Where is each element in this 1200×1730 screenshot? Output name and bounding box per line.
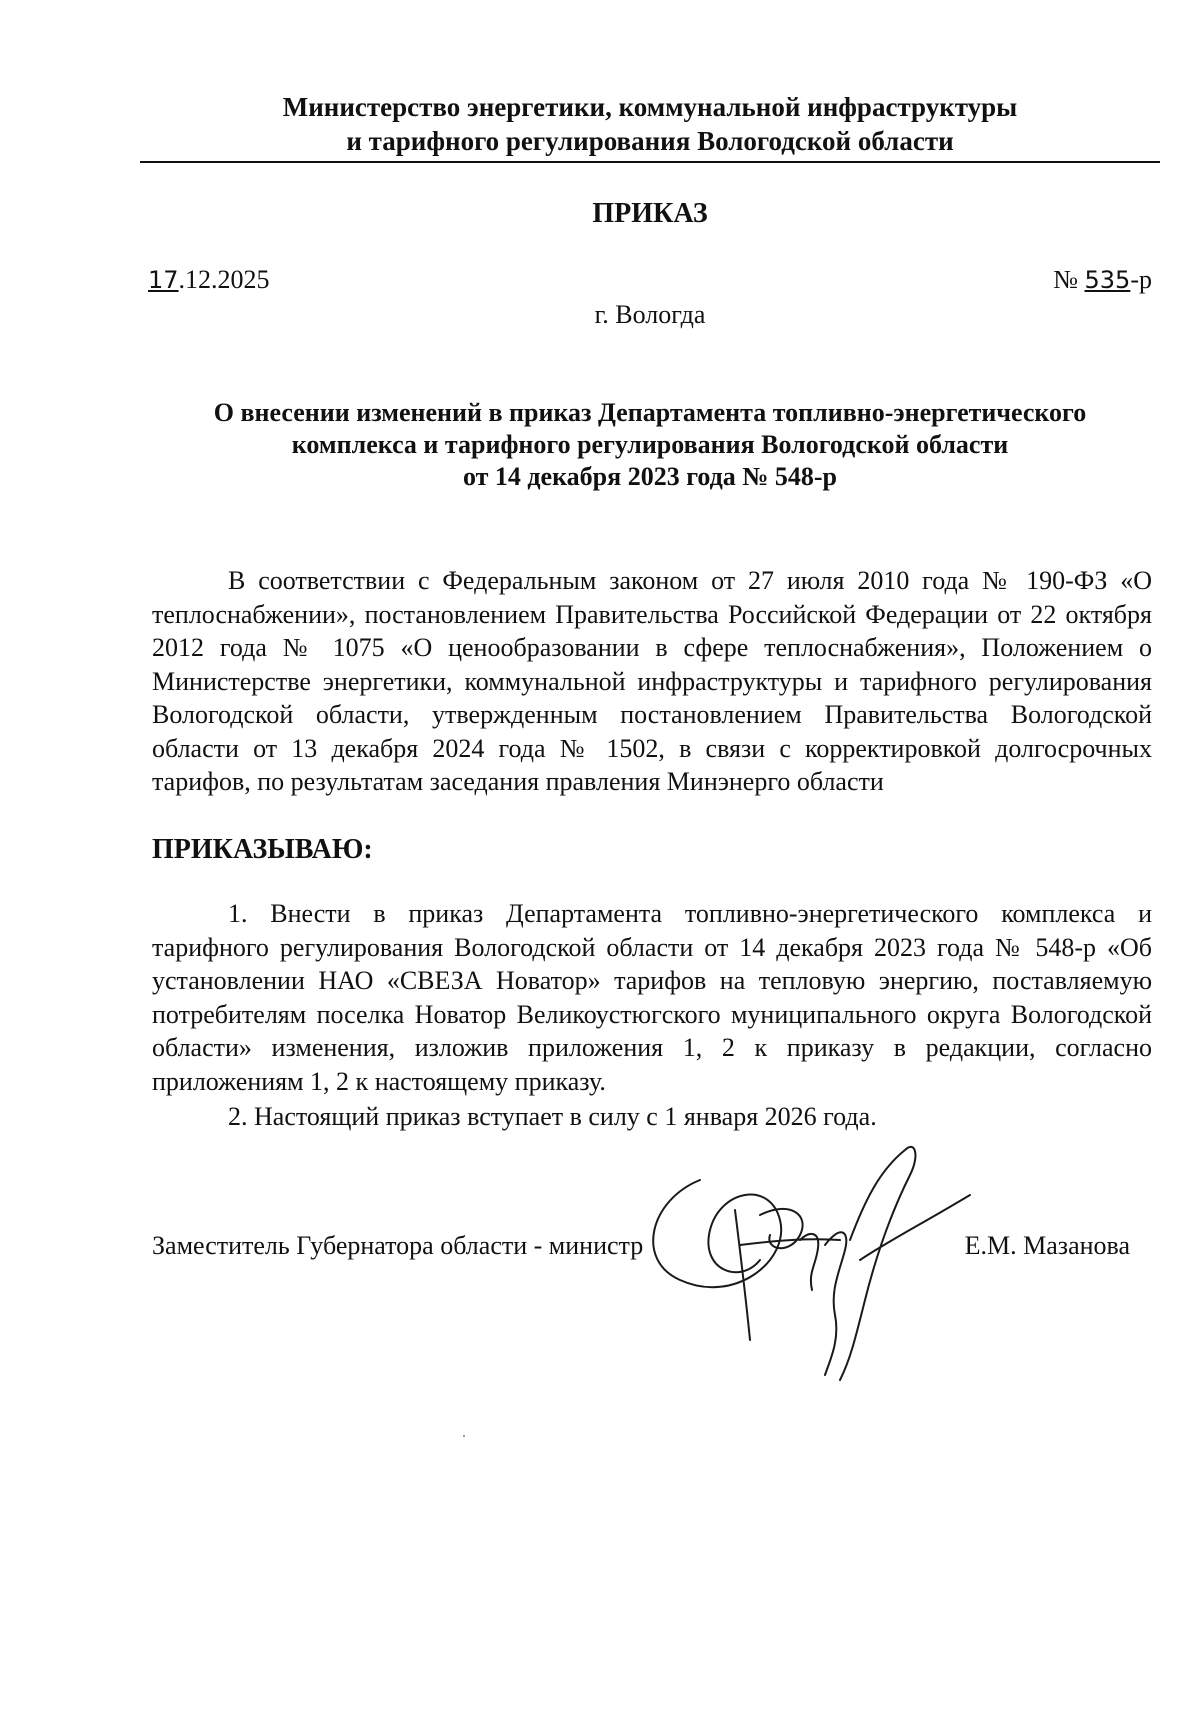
document-title: ПРИКАЗ: [592, 198, 708, 229]
signatory-name: Е.М. Мазанова: [964, 1231, 1130, 1260]
order-date: [148, 265, 270, 295]
date-month-year: .12.2025: [178, 265, 270, 294]
preamble-paragraph: В соответствии с Федеральным законом от 27 июля 2010 года № 190-ФЗ «О теплоснабжении», постановлением Правительства Российской Федерации от 22 октября 2012 года № 1075 «О ценообразовании в сфере теплоснабжения», Положением о Министерстве энергетики, коммунальной инфраструктуры и тарифного регулирования Вологодской области, утвержденным постановлением Правительства Вологодской области от 13 декабря 2024 года № 1502, в связи с корректировкой долгосрочных тарифов, по результатам заседания правления Минэнерго области: [152, 566, 1152, 796]
signatory-position: Заместитель Губернатора области - министр: [152, 1231, 644, 1260]
handwritten-day: 17: [148, 266, 179, 294]
number-suffix: -р: [1130, 265, 1152, 294]
scan-speck: [463, 1435, 465, 1437]
order-subject: [140, 397, 1160, 493]
order-directive-heading: ПРИКАЗЫВАЮ:: [152, 834, 373, 865]
handwritten-number: 535: [1084, 266, 1131, 294]
ministry-header: [140, 90, 1160, 158]
ministry-name-line-1: Министерство энергетики, коммунальной инфраструктуры: [282, 92, 1018, 122]
ministry-name-line-2: и тарифного регулирования Вологодской области: [346, 126, 954, 156]
handwritten-signature: [640, 1140, 990, 1390]
city-name: г. Вологда: [594, 300, 706, 329]
order-item-2: 2. Настоящий приказ вступает в силу с 1 января 2026 года.: [228, 1102, 877, 1131]
order-number: [1053, 265, 1152, 295]
subject-line-3: от 14 декабря 2023 года № 548-р: [462, 462, 838, 491]
subject-line-2: комплекса и тарифного регулирования Вологодской области: [291, 430, 1009, 459]
order-item-1: 1. Внести в приказ Департамента топливно-энергетического комплекса и тарифного регулирования Вологодской области от 14 декабря 2023 года № 548-р «Об установлении НАО «СВЕЗА Новатор» тарифов на тепловую энергию, поставляемую потребителям поселка Новатор Великоустюгского муниципального округа Вологодской области» изменения, изложив приложения 1, 2 к приказу в редакции, согласно приложениям 1, 2 к настоящему приказу.: [152, 899, 1152, 1096]
subject-line-1: О внесении изменений в приказ Департамента топливно-энергетического: [213, 398, 1087, 427]
header-divider: [140, 161, 1160, 163]
number-prefix: №: [1053, 265, 1085, 294]
